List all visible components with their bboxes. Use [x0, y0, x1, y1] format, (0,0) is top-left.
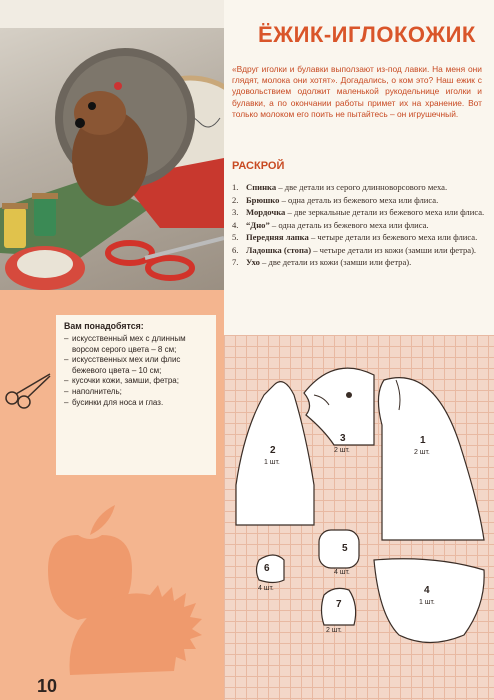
pattern-piece-3 — [304, 368, 374, 445]
pattern-shapes — [224, 335, 494, 700]
list-item: 1. Спинка – две детали из серого длинноворсового меха. — [232, 182, 448, 192]
list-item: 4. “Дно” – одна деталь из бежевого меха или флиса. — [232, 219, 429, 230]
pattern-count-4: 1 шт. — [419, 599, 435, 606]
cutting-list — [232, 182, 490, 270]
hedgehog-photo-illustration — [0, 28, 224, 290]
list-item: – искусственных мех или флис бежевого цвета – 10 см; — [64, 355, 208, 376]
list-item: 6. Ладошка (стопа) – четыре детали из кожи (замши или фетра). — [232, 244, 477, 255]
article-intro: «Вдруг иголки и булавки выползают из-под лавки. На меня они глядят, молока они хотят». Догадались, о ком это? Наш ежик с удовольствием одолжит маленькой рукодельнице иголки и булавки, а по окончании работы примет их на хранение. Вот только молоком его поить не пытайтесь – он игрушечный. — [232, 64, 482, 119]
list-item: – наполнитель; — [64, 387, 208, 398]
pattern-piece-5 — [319, 530, 359, 568]
pattern-label-2: 2 — [270, 445, 276, 456]
page-number: 10 — [37, 676, 58, 696]
pattern-piece-1 — [378, 378, 484, 540]
pattern-count-5: 4 шт. — [334, 569, 350, 576]
eye-icon — [346, 392, 352, 398]
list-item: – искусственный мех с длинным ворсом серого цвета – 8 см; — [64, 334, 208, 355]
pattern-piece-6 — [257, 555, 285, 583]
list-item: 2. Брюшко – одна деталь из бежевого меха или флиса. — [232, 194, 439, 205]
top-strip — [0, 0, 224, 28]
pattern-label-4: 4 — [424, 585, 430, 596]
pattern-count-6: 4 шт. — [258, 585, 274, 592]
list-item: 3. Мордочка – две зеркальные детали из бежевого меха или флиса. — [232, 207, 485, 217]
pattern-label-6: 6 — [264, 563, 270, 574]
hedgehog-apple-silhouette-icon — [30, 495, 220, 675]
pattern-label-5: 5 — [342, 543, 348, 554]
cutting-heading: РАСКРОЙ — [232, 160, 285, 172]
pattern-grid — [224, 335, 494, 700]
materials-box — [56, 315, 216, 475]
pattern-count-3: 2 шт. — [334, 447, 350, 454]
list-item: – бусинки для носа и глаз. — [64, 398, 208, 409]
hedgehog-photo — [0, 28, 224, 290]
list-item: 7. Ухо – две детали из кожи (замши или фетра). — [232, 257, 412, 267]
pattern-label-3: 3 — [340, 433, 346, 444]
scissors-icon — [2, 370, 52, 410]
pattern-label-1: 1 — [420, 435, 426, 446]
pattern-label-7: 7 — [336, 599, 342, 610]
pattern-count-2: 1 шт. — [264, 459, 280, 466]
list-item: – кусочки кожи, замши, фетра; — [64, 376, 208, 387]
pattern-count-7: 2 шт. — [326, 627, 342, 634]
materials-title: Вам понадобятся: — [64, 321, 144, 331]
pattern-count-1: 2 шт. — [414, 449, 430, 456]
article-title: ЁЖИК-ИГЛОКОЖИК — [258, 22, 476, 47]
list-item: 5. Передняя лапка – четыре детали из бежевого меха или флиса. — [232, 232, 478, 242]
